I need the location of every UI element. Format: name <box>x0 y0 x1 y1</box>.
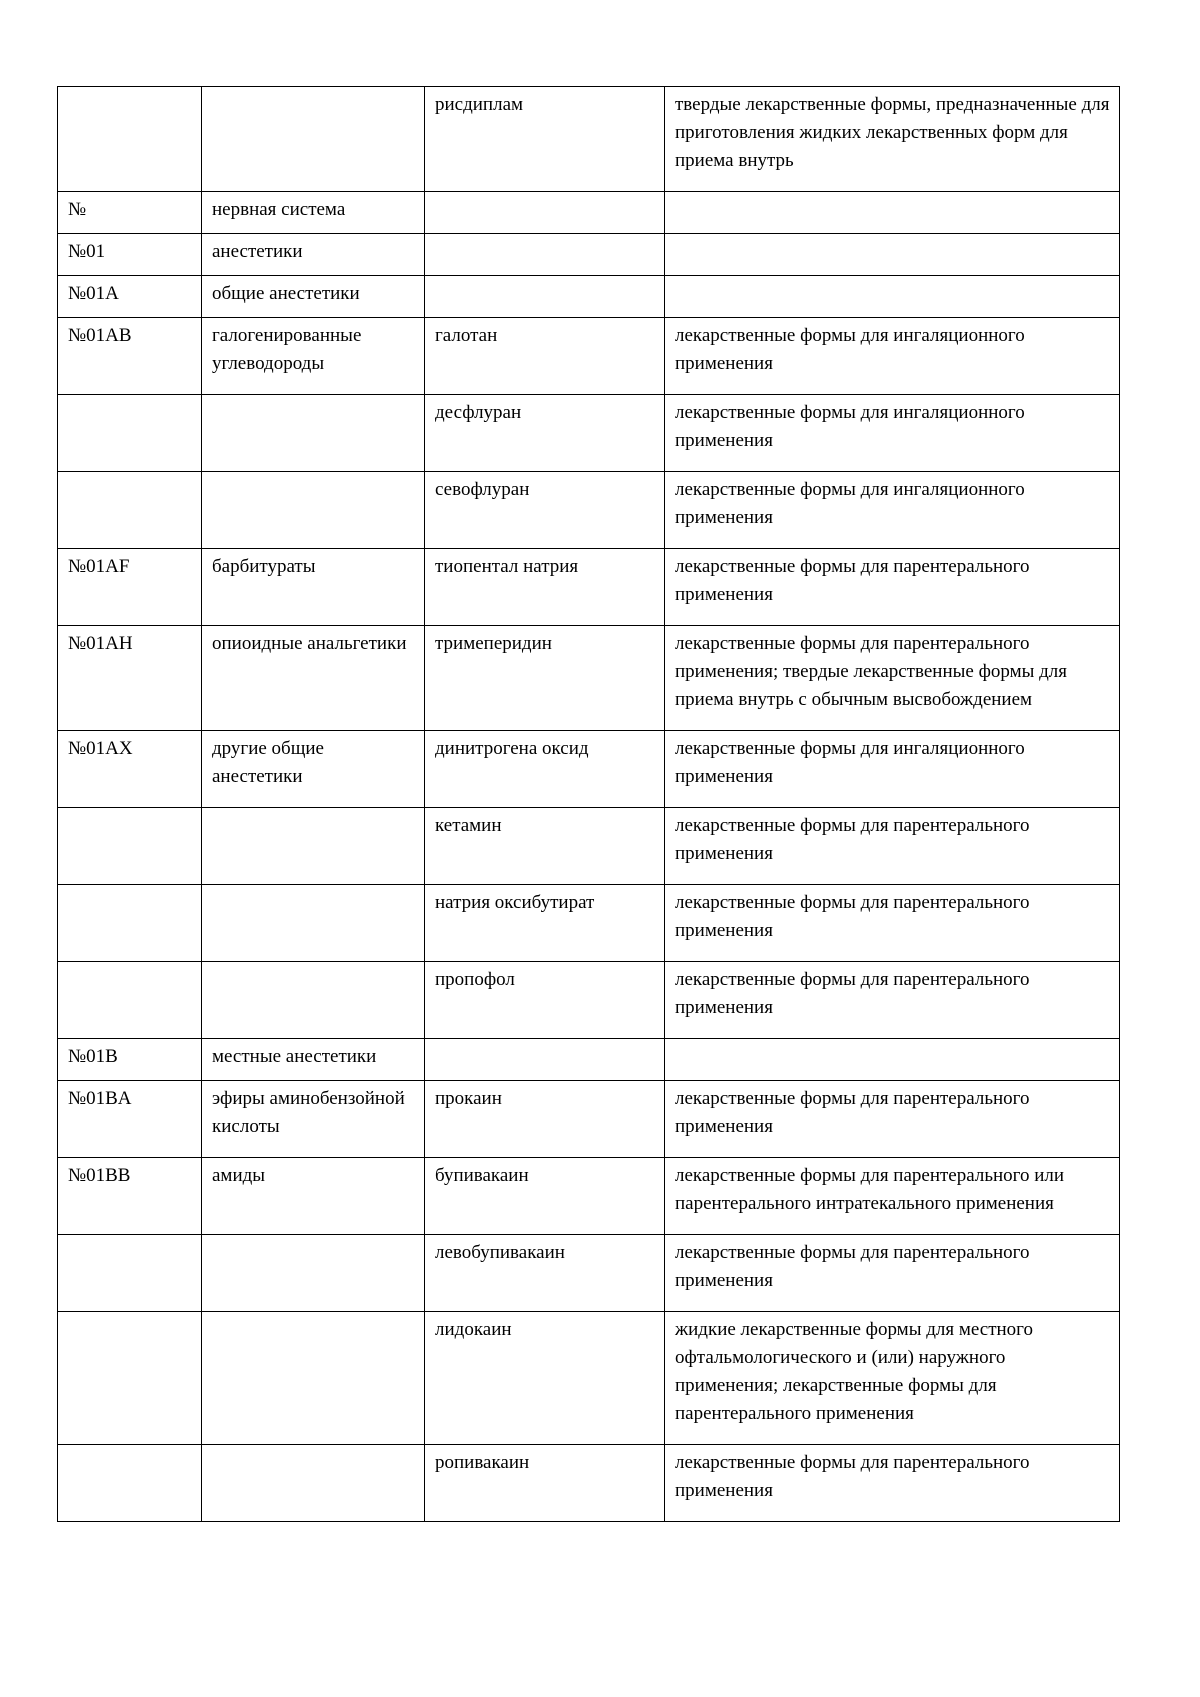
group-name-cell <box>202 87 425 192</box>
dosage-forms-cell: жидкие лекарственные формы для местного офтальмологического и (или) наружного применения; лекарственные формы для парентерального применения <box>665 1312 1120 1445</box>
dosage-forms-cell: лекарственные формы для парентерального или парентерального интратекального применения <box>665 1158 1120 1235</box>
dosage-forms-cell: лекарственные формы для ингаляционного применения <box>665 472 1120 549</box>
group-name-cell: общие анестетики <box>202 276 425 318</box>
table-row <box>58 808 1120 885</box>
group-name-cell <box>202 962 425 1039</box>
table-row <box>58 395 1120 472</box>
table-row <box>58 1235 1120 1312</box>
dosage-forms-cell: лекарственные формы для парентерального применения <box>665 1445 1120 1522</box>
atc-code-cell: №01AH <box>58 626 202 731</box>
group-name-cell: барбитураты <box>202 549 425 626</box>
table-row <box>58 1039 1120 1081</box>
group-name-cell: местные анестетики <box>202 1039 425 1081</box>
group-name-cell: эфиры аминобензойной кислоты <box>202 1081 425 1158</box>
atc-code-cell: №01AX <box>58 731 202 808</box>
dosage-forms-cell: лекарственные формы для парентерального применения <box>665 1081 1120 1158</box>
atc-code-cell <box>58 472 202 549</box>
atc-code-cell <box>58 395 202 472</box>
dosage-forms-cell: лекарственные формы для парентерального применения <box>665 885 1120 962</box>
group-name-cell <box>202 885 425 962</box>
drug-name-cell <box>425 234 665 276</box>
atc-code-cell <box>58 87 202 192</box>
drug-name-cell <box>425 192 665 234</box>
group-name-cell: галогенированные углеводороды <box>202 318 425 395</box>
drug-name-cell <box>425 276 665 318</box>
atc-code-cell <box>58 962 202 1039</box>
table-row <box>58 472 1120 549</box>
drug-name-cell: пропофол <box>425 962 665 1039</box>
table-row <box>58 962 1120 1039</box>
group-name-cell <box>202 472 425 549</box>
atc-code-cell: №01 <box>58 234 202 276</box>
group-name-cell: амиды <box>202 1158 425 1235</box>
drug-name-cell: рисдиплам <box>425 87 665 192</box>
group-name-cell: нервная система <box>202 192 425 234</box>
atc-code-cell: №01AF <box>58 549 202 626</box>
drug-name-cell: десфлуран <box>425 395 665 472</box>
group-name-cell <box>202 1235 425 1312</box>
atc-code-cell <box>58 1235 202 1312</box>
atc-code-cell: №01B <box>58 1039 202 1081</box>
drug-name-cell: лидокаин <box>425 1312 665 1445</box>
table-row <box>58 885 1120 962</box>
drug-name-cell: галотан <box>425 318 665 395</box>
medication-table <box>57 86 1120 1522</box>
drug-name-cell <box>425 1039 665 1081</box>
table-row <box>58 1445 1120 1522</box>
drug-name-cell: прокаин <box>425 1081 665 1158</box>
drug-name-cell: бупивакаин <box>425 1158 665 1235</box>
dosage-forms-cell <box>665 234 1120 276</box>
atc-code-cell: №01AB <box>58 318 202 395</box>
group-name-cell <box>202 1312 425 1445</box>
drug-name-cell: кетамин <box>425 808 665 885</box>
atc-code-cell: №01A <box>58 276 202 318</box>
table-row <box>58 87 1120 192</box>
table-row <box>58 549 1120 626</box>
dosage-forms-cell: лекарственные формы для парентерального применения; твердые лекарственные формы для приема внутрь с обычным высвобождением <box>665 626 1120 731</box>
dosage-forms-cell <box>665 192 1120 234</box>
table-body <box>58 87 1120 1522</box>
dosage-forms-cell: лекарственные формы для парентерального применения <box>665 549 1120 626</box>
group-name-cell <box>202 1445 425 1522</box>
drug-name-cell: ропивакаин <box>425 1445 665 1522</box>
drug-name-cell: тримеперидин <box>425 626 665 731</box>
table-row <box>58 1158 1120 1235</box>
drug-name-cell: тиопентал натрия <box>425 549 665 626</box>
atc-code-cell <box>58 885 202 962</box>
atc-code-cell: № <box>58 192 202 234</box>
drug-name-cell: натрия оксибутират <box>425 885 665 962</box>
table-row <box>58 1081 1120 1158</box>
group-name-cell <box>202 395 425 472</box>
dosage-forms-cell: лекарственные формы для парентерального применения <box>665 808 1120 885</box>
table-row <box>58 626 1120 731</box>
dosage-forms-cell: лекарственные формы для ингаляционного применения <box>665 731 1120 808</box>
atc-code-cell <box>58 1312 202 1445</box>
table-row <box>58 1312 1120 1445</box>
dosage-forms-cell: лекарственные формы для ингаляционного применения <box>665 395 1120 472</box>
atc-code-cell: №01BB <box>58 1158 202 1235</box>
drug-name-cell: севофлуран <box>425 472 665 549</box>
table-row <box>58 318 1120 395</box>
table-row <box>58 731 1120 808</box>
dosage-forms-cell <box>665 1039 1120 1081</box>
atc-code-cell <box>58 1445 202 1522</box>
group-name-cell: другие общие анестетики <box>202 731 425 808</box>
dosage-forms-cell <box>665 276 1120 318</box>
atc-code-cell <box>58 808 202 885</box>
table-row <box>58 234 1120 276</box>
drug-name-cell: динитрогена оксид <box>425 731 665 808</box>
dosage-forms-cell: лекарственные формы для парентерального применения <box>665 962 1120 1039</box>
dosage-forms-cell: лекарственные формы для ингаляционного применения <box>665 318 1120 395</box>
table-row <box>58 192 1120 234</box>
group-name-cell <box>202 808 425 885</box>
group-name-cell: анестетики <box>202 234 425 276</box>
atc-code-cell: №01BA <box>58 1081 202 1158</box>
dosage-forms-cell: твердые лекарственные формы, предназначенные для приготовления жидких лекарственных форм для приема внутрь <box>665 87 1120 192</box>
table-row <box>58 276 1120 318</box>
group-name-cell: опиоидные анальгетики <box>202 626 425 731</box>
dosage-forms-cell: лекарственные формы для парентерального применения <box>665 1235 1120 1312</box>
drug-name-cell: левобупивакаин <box>425 1235 665 1312</box>
